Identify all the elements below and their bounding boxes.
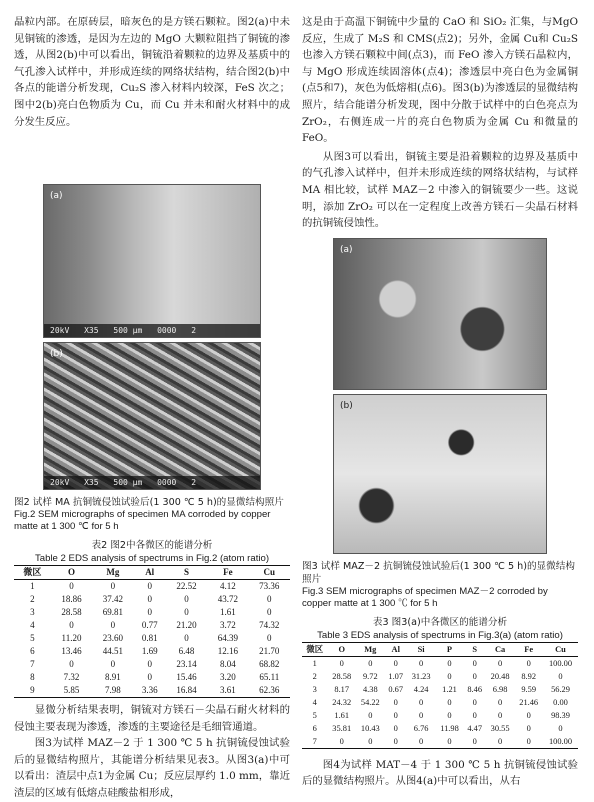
table-row <box>14 606 290 619</box>
table-cell: 0.00 <box>553 697 568 707</box>
body-paragraph: 这是由于高温下铜锍中少量的 CaO 和 SiO₂ 汇集，与MgO 反应，生成了 M₂S 和 CMS(点2)；另外，金属 Cu和 Cu₂S 也渗入方镁石颗粒中间(点3)，而 FeO 渗入方镁石晶粒内，与 MgO 形成连续固溶体(点4)；渗透层中亮白色为金属铜(点5和7)，灰色为低熔相(点6)。图3(b)为渗透层的显微结构照片，结合能谱分析发现，图中分散于试样中的白色亮点为 ZrO₂，右侧连成一片的亮白色物质为金属 Cu 和微量的 FeO。 <box>302 16 578 145</box>
table-cell: 11.20 <box>61 633 82 643</box>
table-cell: 9.59 <box>521 684 537 694</box>
header-cell: 微区 <box>23 567 42 577</box>
scale-index: 2 <box>191 326 197 335</box>
table-row <box>14 619 290 632</box>
table-row <box>14 684 290 698</box>
table-cell: 0 <box>558 671 563 681</box>
table-cell: 6 <box>312 723 317 733</box>
table-cell: 0 <box>69 620 74 630</box>
table-cell: 65.11 <box>259 672 280 682</box>
table-cell: 8.91 <box>105 672 121 682</box>
table-cell: 0 <box>393 658 398 668</box>
table-cell: 8 <box>30 672 35 682</box>
table-cell: 4.12 <box>219 581 236 591</box>
figure-2b-sem-image <box>43 342 261 490</box>
table-cell: 0 <box>447 671 452 681</box>
table-cell: 0 <box>147 607 152 617</box>
table-cell: 0.81 <box>141 633 158 643</box>
table-cell: 5 <box>312 710 317 720</box>
header-cell: Cu <box>263 567 276 577</box>
header-cell: Si <box>417 644 425 654</box>
table-cell: 0 <box>526 723 531 733</box>
table-cell: 0.77 <box>141 620 158 630</box>
table-row <box>302 670 578 683</box>
table-cell: 0 <box>498 710 503 720</box>
table-cell: 0 <box>147 581 152 591</box>
table-cell: 98.39 <box>551 710 570 720</box>
table-cell: 0 <box>184 607 189 617</box>
caption-chinese: 图2 试样 MA 抗铜锍侵蚀试验后(1 300 ℃ 5 h)的显微结构照片 <box>14 497 284 508</box>
table-cell: 7 <box>312 736 317 746</box>
table-cell: 0 <box>184 594 189 604</box>
table-cell: 0 <box>447 697 452 707</box>
table-cell: 16.84 <box>176 685 197 695</box>
figure-3a-sem-image <box>333 238 547 390</box>
left-column <box>14 14 290 802</box>
table-cell: 0 <box>498 736 503 746</box>
table-cell: 43.72 <box>217 594 238 604</box>
header-cell: S <box>183 567 189 577</box>
header-cell: S <box>472 644 478 654</box>
sem-scale-bar <box>44 324 260 337</box>
table-cell: 0 <box>558 723 563 733</box>
table-cell: 0 <box>498 658 503 668</box>
table-title-english: Table 2 EDS analysis of spectrums in Fig.2 (atom ratio) <box>34 553 270 564</box>
table-row <box>14 671 290 684</box>
table-cell: 0 <box>267 594 272 604</box>
header-cell: Fe <box>223 567 233 577</box>
table-cell: 0 <box>147 659 152 669</box>
table-cell: 0 <box>110 620 116 630</box>
body-paragraph: 晶粒内部。在原砖层，暗灰色的是方镁石颗粒。图2(a)中未见铜锍的渗透，是因为左边的 MgO 大颗粒阻挡了铜锍的渗透，从图2(b)中可以看出，铜锍沿着颗粒的边界及基质中的气孔渗入试样中，并形成连续的网络状结构，结合图2(b)中各点的能谱分析发现，Cu₂S 渗入材料内较深，FeS 次之；图中2(b)亮白色物质为 Cu，而 Cu 并未和耐火材料中的成分发生反应。 <box>14 16 290 128</box>
caption-english: Fig.3 SEM micrographs of specimen MAZ－2 corroded by copper matte at 1 300 ℃ for 5 h <box>302 585 548 609</box>
panel-label: (b) <box>340 400 353 411</box>
table-row <box>14 658 290 671</box>
table-cell: 0 <box>184 633 189 643</box>
table-cell: 64.39 <box>217 633 238 643</box>
table-cell: 0 <box>526 658 531 668</box>
table-cell: 23.60 <box>102 633 124 643</box>
table-cell: 68.82 <box>259 659 280 669</box>
table-cell: 8.46 <box>467 684 482 694</box>
table-cell: 0 <box>393 723 398 733</box>
scale-magnification: X35 <box>84 326 99 335</box>
table-cell: 8.17 <box>334 684 350 694</box>
table-cell: 3 <box>312 684 317 694</box>
table-cell: 0 <box>267 607 272 617</box>
table-cell: 1.61 <box>219 607 236 617</box>
table-cell: 0 <box>393 710 398 720</box>
table-cell: 30.55 <box>490 723 510 733</box>
table-cell: 74.32 <box>259 620 280 630</box>
table-cell: 6.98 <box>492 684 508 694</box>
table-cell: 1.69 <box>141 646 158 656</box>
table-cell: 0 <box>419 736 424 746</box>
table-row <box>302 735 578 749</box>
table-cell: 4.38 <box>362 684 378 694</box>
table-cell: 0 <box>339 658 344 668</box>
scale-voltage: 20kV <box>50 478 70 487</box>
scale-magnification: X35 <box>84 478 99 487</box>
table-header-row <box>302 642 578 656</box>
table-cell: 4.47 <box>467 723 482 733</box>
table-cell: 15.46 <box>176 672 197 682</box>
table-cell: 0 <box>69 659 74 669</box>
caption-english: Fig.2 SEM micrographs of specimen MA corroded by copper matte at 1 300 ℃ for 5 h <box>14 509 271 532</box>
table-cell: 13.46 <box>61 646 82 656</box>
figure-2-caption <box>14 496 290 533</box>
table-cell: 0 <box>526 736 531 746</box>
table-cell: 31.23 <box>411 671 431 681</box>
table-cell: 0 <box>147 594 152 604</box>
table-cell: 24.32 <box>332 697 352 707</box>
table-cell: 0 <box>447 736 452 746</box>
table-cell: 3.36 <box>141 685 158 695</box>
scale-voltage: 20kV <box>50 326 70 335</box>
table-cell: 4 <box>30 620 35 630</box>
table-cell: 73.36 <box>259 581 280 591</box>
table-cell: 0 <box>110 581 116 591</box>
header-cell: P <box>446 644 453 654</box>
figure-2a-sem-image <box>43 184 261 338</box>
table-cell: 1.21 <box>442 684 457 694</box>
figure-3b-sem-image <box>333 394 547 554</box>
table-cell: 3.72 <box>219 620 236 630</box>
table-cell: 1.61 <box>334 710 350 720</box>
table-cell: 4 <box>312 697 317 707</box>
scale-index: 2 <box>191 478 197 487</box>
body-paragraph: 从图3可以看出，铜锍主要是沿着颗粒的边界及基质中的气孔渗入试样中，但并未形成连续的网络状结构，与试样 MA 相比较，试样 MAZ－2 中渗入的铜锍要少一些。这说明，添加 ZrO₂ 可以在一定程度上改善方镁石－尖晶石材料的抗铜锍侵蚀性。 <box>302 150 578 230</box>
panel-label: (b) <box>50 349 63 359</box>
table-title-chinese: 表2 图2中各微区的能谱分析 <box>91 540 213 551</box>
table-cell: 100.00 <box>548 658 572 668</box>
right-column <box>302 14 578 790</box>
body-paragraph: 图3为试样 MAZ－2 于 1 300 ℃ 5 h 抗铜锍侵蚀试验后的显微结构照片，其能谱分析结果见表3。从图3(a)中可以看出：渣层中点1为金属 Cu；反应层厚约 1.0 mm，靠近渣层的区域有低熔点硅酸盐相形成， <box>14 737 290 799</box>
header-cell: Ca <box>494 644 506 654</box>
table-row <box>14 580 290 594</box>
table-cell: 0 <box>447 710 452 720</box>
table-cell: 0 <box>472 671 477 681</box>
table-cell: 5 <box>30 633 35 643</box>
table-cell: 6 <box>30 646 35 656</box>
header-cell: Cu <box>555 644 566 654</box>
table-row <box>14 593 290 606</box>
table-cell: 28.58 <box>61 607 82 617</box>
table-cell: 9 <box>30 685 35 695</box>
table-title-english: Table 3 EDS analysis of spectrums in Fig.3(a) (atom ratio) <box>317 629 563 641</box>
eds-table <box>302 642 578 749</box>
table-cell: 5.85 <box>63 685 80 695</box>
header-cell: Mg <box>106 567 120 577</box>
scale-length: 500 μm <box>113 326 143 335</box>
table-cell: 3.20 <box>219 672 236 682</box>
table-header-row <box>14 566 290 580</box>
scale-length: 500 μm <box>113 478 143 487</box>
table-cell: 62.36 <box>259 685 280 695</box>
figure-3-caption <box>302 560 578 610</box>
table-cell: 6.76 <box>413 723 429 733</box>
table-cell: 0 <box>393 697 398 707</box>
table-3 <box>302 616 578 749</box>
table-cell: 12.16 <box>217 646 238 656</box>
table-row <box>302 709 578 722</box>
header-cell: O <box>68 567 76 577</box>
panel-label: (a) <box>340 244 353 255</box>
table-cell: 37.42 <box>102 594 124 604</box>
table-cell: 10.43 <box>360 723 380 733</box>
table-cell: 0 <box>526 710 531 720</box>
table-cell: 7 <box>30 659 35 669</box>
table-cell: 44.51 <box>102 646 124 656</box>
table-row <box>302 656 578 670</box>
table-cell: 9.72 <box>362 671 378 681</box>
table-cell: 0 <box>472 697 477 707</box>
table-cell: 3.61 <box>219 685 236 695</box>
table-cell: 22.52 <box>176 581 197 591</box>
table-cell: 23.14 <box>176 659 197 669</box>
panel-label: (a) <box>50 191 63 201</box>
table-cell: 28.58 <box>332 671 352 681</box>
header-cell: Mg <box>364 644 377 654</box>
table-cell: 11.98 <box>440 723 459 733</box>
table-cell: 56.29 <box>551 684 570 694</box>
table-cell: 0 <box>110 659 116 669</box>
table-cell: 21.46 <box>519 697 539 707</box>
table-cell: 6.48 <box>178 646 195 656</box>
body-paragraph: 显微分析结果表明，铜锍对方镁石－尖晶石耐火材料的侵蚀主要表现为渗透，渗透的主要途径是毛细管通道。 <box>14 704 290 733</box>
header-cell: Al <box>145 567 155 577</box>
caption-chinese: 图3 试样 MAZ－2 抗铜锍侵蚀试验后(1 300 ℃ 5 h)的显微结构照片 <box>302 560 575 585</box>
table-cell: 0 <box>69 581 74 591</box>
table-cell: 1 <box>312 658 317 668</box>
table-cell: 21.20 <box>176 620 197 630</box>
table-cell: 4.24 <box>413 684 429 694</box>
header-cell: O <box>338 644 345 654</box>
header-cell: Al <box>391 644 400 654</box>
table-cell: 100.00 <box>548 736 572 746</box>
table-cell: 69.81 <box>102 607 124 617</box>
table-cell: 0 <box>419 710 424 720</box>
table-cell: 0 <box>267 633 272 643</box>
header-cell: Fe <box>524 644 534 654</box>
table-cell: 35.81 <box>332 723 352 733</box>
table-row <box>14 632 290 645</box>
table-cell: 0 <box>472 658 477 668</box>
table-row <box>302 683 578 696</box>
table-cell: 18.86 <box>61 594 82 604</box>
body-paragraph: 图4为试样 MAT－4 于 1 300 ℃ 5 h 抗铜锍侵蚀试验后的显微结构照片。从图4(a)中可以看出，从右 <box>302 758 578 788</box>
table-cell: 0 <box>419 658 424 668</box>
table-cell: 0 <box>472 710 477 720</box>
table-cell: 0 <box>368 710 373 720</box>
table-cell: 20.48 <box>490 671 510 681</box>
table-cell: 0 <box>472 736 477 746</box>
table-row <box>302 696 578 709</box>
table-cell: 1.07 <box>388 671 404 681</box>
table-cell: 21.70 <box>259 646 280 656</box>
table-cell: 0 <box>498 697 503 707</box>
table-cell: 7.98 <box>105 685 121 695</box>
table-cell: 0 <box>147 672 152 682</box>
table-cell: 0 <box>393 736 398 746</box>
table-cell: 0.67 <box>388 684 404 694</box>
scale-code: 0000 <box>157 326 177 335</box>
eds-table <box>14 565 290 698</box>
table-cell: 3 <box>30 607 35 617</box>
table-cell: 0 <box>339 736 344 746</box>
table-cell: 54.22 <box>360 697 380 707</box>
table-cell: 0 <box>368 736 373 746</box>
table-cell: 1 <box>30 581 35 591</box>
table-cell: 0 <box>447 658 452 668</box>
scale-code: 0000 <box>157 478 177 487</box>
table-cell: 0 <box>419 697 424 707</box>
table-title-chinese: 表3 图3(a)中各微区的能谱分析 <box>372 616 508 628</box>
table-row <box>302 722 578 735</box>
table-cell: 2 <box>30 594 35 604</box>
table-cell: 7.32 <box>63 672 80 682</box>
table-2 <box>14 539 290 698</box>
table-cell: 8.04 <box>219 659 236 669</box>
header-cell: 微区 <box>306 644 324 654</box>
sem-scale-bar <box>44 476 260 489</box>
table-cell: 2 <box>312 671 317 681</box>
table-cell: 8.92 <box>521 671 537 681</box>
table-row <box>14 645 290 658</box>
table-cell: 0 <box>368 658 373 668</box>
